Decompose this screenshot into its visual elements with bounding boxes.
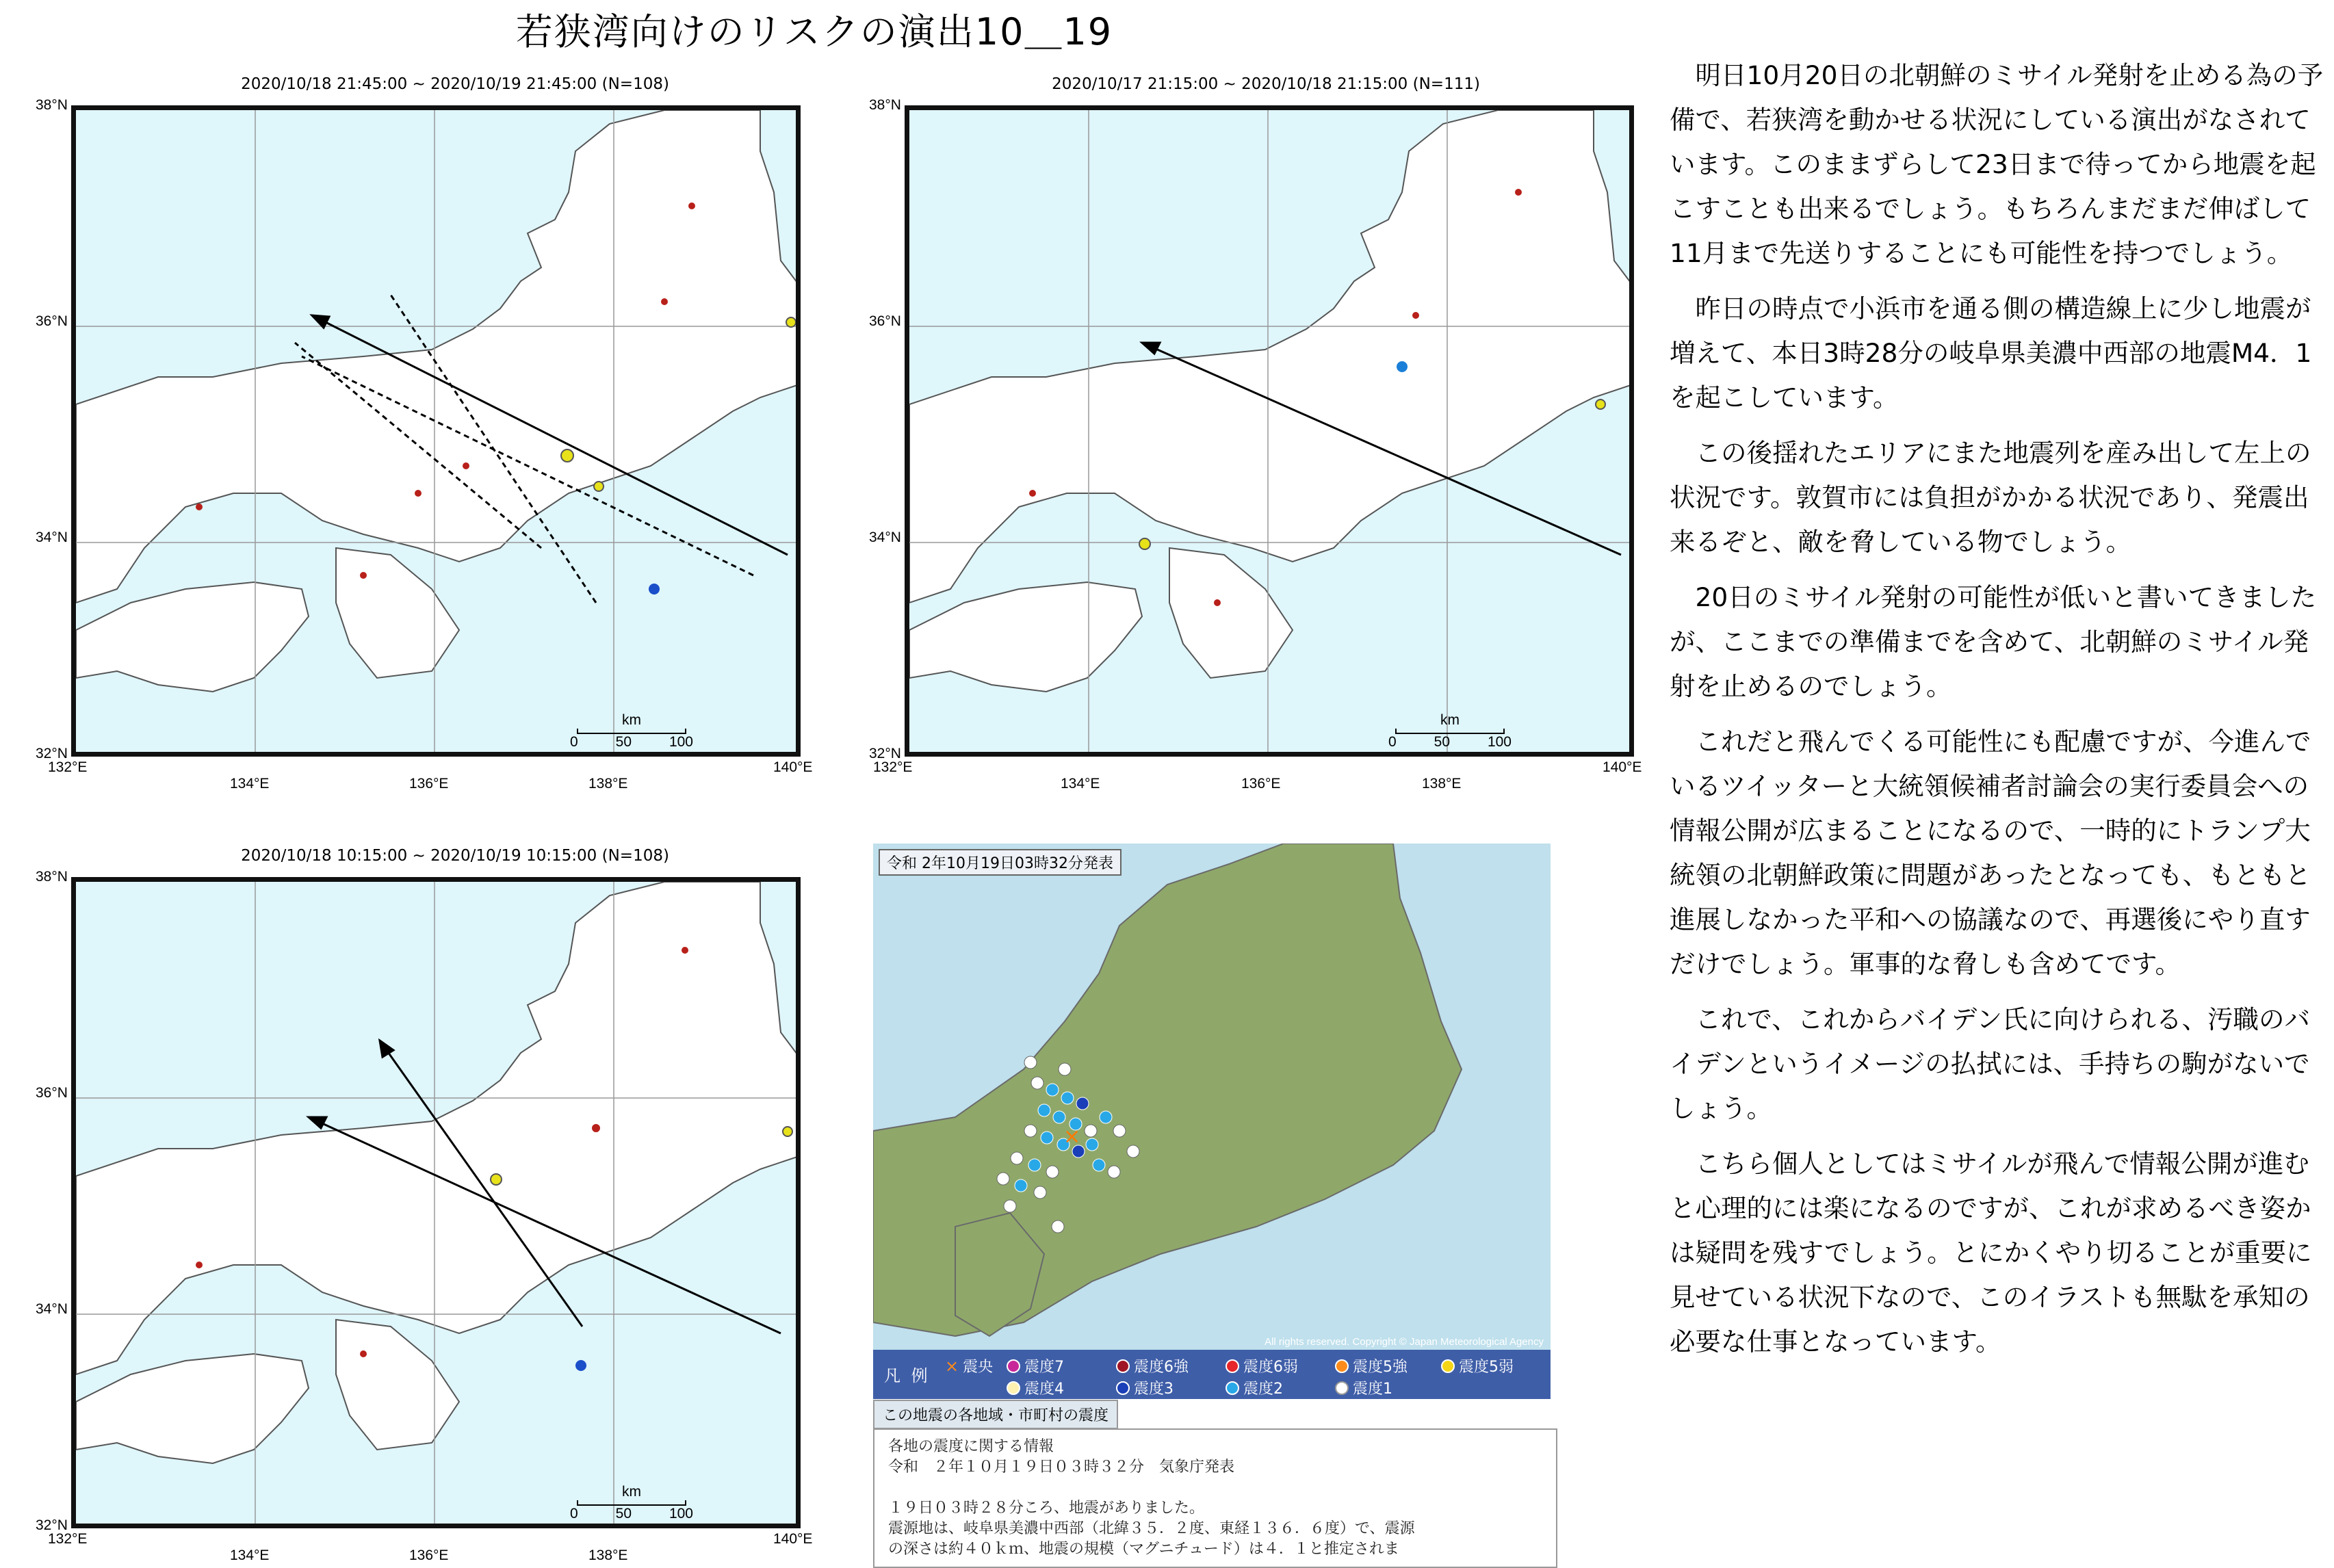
lat-label: 38°N [36, 869, 68, 885]
quake-dot [1515, 189, 1522, 196]
jma-header: 令和 2年10月19日03時32分発表 [879, 849, 1121, 876]
info-line: 令和 ２年１０月１９日０３時３２分 気象庁発表 [888, 1459, 1235, 1476]
quake-dot [1397, 361, 1408, 372]
shikoku [909, 582, 1142, 692]
lat-label: 32°N [869, 746, 901, 761]
kii-peninsula [336, 548, 459, 678]
lat-label: 32°N [36, 746, 68, 761]
intensity-dot-icon [1441, 1359, 1455, 1373]
info-line: 震源地は、岐阜県美濃中西部（北緯３５．２度、東経１３６．６度）で、震源 [888, 1520, 1415, 1537]
quake-dot [415, 490, 422, 497]
map-canvas [76, 110, 801, 757]
article-paragraph: 20日のミサイル発射の可能性が低いと書いてきましたが、ここまでの準備までを含めて、北朝鮮のミサイル発射を止めるのでしょう。 [1670, 582, 2317, 701]
epicenter-icon: × [945, 1356, 959, 1376]
quake-dot [786, 317, 796, 327]
intensity-dot-icon [1007, 1381, 1020, 1395]
info-line: １９日０３時２８分ころ、地震がありました。 [888, 1500, 1205, 1517]
lat-label: 36°N [36, 1085, 68, 1101]
quake-dot [1214, 599, 1221, 606]
scale-unit: km [622, 1484, 641, 1500]
lon-label: 138°E [588, 1547, 628, 1563]
scale-tick: 50 [615, 1506, 632, 1521]
quake-dot [575, 1360, 586, 1371]
lon-label: 132°E [873, 759, 913, 775]
legend-item [1116, 1377, 1174, 1398]
lon-label: 138°E [1422, 776, 1462, 792]
lat-label: 34°N [36, 530, 68, 545]
quake-dot [491, 1174, 502, 1185]
legend-item [1226, 1377, 1283, 1398]
scale-line [577, 729, 686, 734]
map-title: 2020/10/18 21:45:00 ~ 2020/10/19 21:45:00 (N=108) [241, 75, 669, 93]
legend-label: 震度4 [1024, 1381, 1064, 1398]
quake-dot [661, 298, 668, 305]
intensity-dot-icon [1226, 1359, 1239, 1373]
lat-label: 38°N [36, 97, 68, 113]
epicenter-marker: × [1063, 1125, 1081, 1149]
legend-item [1007, 1377, 1064, 1398]
seismic-map-1 [0, 68, 842, 794]
legend-label: 震度1 [1353, 1381, 1392, 1398]
scale-tick: 100 [1487, 734, 1512, 750]
intensity-dot-icon [1116, 1381, 1130, 1395]
article-paragraph: この後揺れたエリアにまた地震列を産み出して左上の状況です。敦賀市には負担がかかる状況であり、発震出来るぞと、敵を脅している物でしょう。 [1670, 438, 2311, 557]
lon-label: 132°E [48, 759, 88, 775]
article-body [1670, 53, 2326, 1375]
legend-title: 凡 例 [884, 1366, 931, 1385]
quake-dot [592, 1124, 600, 1132]
scale-unit: km [1440, 712, 1460, 728]
jma-map-canvas [873, 844, 1551, 1350]
article-paragraph: これで、これからバイデン氏に向けられる、汚職のバイデンというイメージの払拭には、手持ちの駒がないでしょう。 [1670, 1004, 2310, 1123]
legend-label: 震央 [963, 1359, 994, 1376]
quake-dot [1596, 400, 1605, 409]
legend-item-epicenter [945, 1355, 993, 1376]
lon-label: 132°E [48, 1531, 88, 1547]
lon-label: 134°E [1061, 776, 1100, 792]
kii-peninsula [1169, 548, 1293, 678]
quake-dot [463, 462, 469, 469]
intensity-dot-icon [1007, 1359, 1020, 1373]
map-frame [71, 105, 801, 757]
lon-label: 136°E [409, 776, 449, 792]
jma-credit: All rights reserved. Copyright © Japan Meteorological Agency [1265, 1336, 1544, 1348]
intensity-dot-icon [1335, 1359, 1349, 1373]
info-line: 各地の震度に関する情報 [888, 1438, 1054, 1455]
lon-label: 140°E [1603, 759, 1642, 775]
quake-dot [594, 482, 604, 491]
intensity-dot-icon [1226, 1381, 1239, 1395]
scale-line [1395, 729, 1505, 734]
quake-dot [1029, 490, 1036, 497]
quake-dot [1139, 538, 1150, 549]
map-canvas [76, 882, 801, 1528]
quake-dot [196, 1262, 203, 1268]
scale-tick: 0 [1388, 734, 1397, 750]
lat-label: 34°N [36, 1301, 68, 1317]
shikoku [76, 582, 309, 692]
legend-label: 震度5弱 [1459, 1359, 1514, 1376]
intensity-dot-icon [1335, 1381, 1349, 1395]
lon-label: 134°E [230, 776, 270, 792]
quake-dot [360, 572, 367, 579]
scale-bar [1388, 712, 1512, 750]
kii-peninsula [336, 1320, 459, 1450]
lon-label: 138°E [588, 776, 628, 792]
lon-label: 140°E [773, 759, 813, 775]
scale-unit: km [622, 712, 641, 728]
lat-label: 34°N [869, 530, 901, 545]
lat-label: 36°N [36, 313, 68, 329]
legend-label: 震度5強 [1353, 1359, 1408, 1376]
legend-item [1335, 1355, 1408, 1376]
scale-tick: 50 [1434, 734, 1450, 750]
land-mass [76, 882, 801, 1374]
legend-item [1335, 1377, 1392, 1398]
map-frame [71, 877, 801, 1528]
lat-label: 36°N [869, 313, 901, 329]
jma-region-tab[interactable]: この地震の各地域・市町村の震度 [873, 1400, 1118, 1429]
seismic-map-2 [842, 68, 1649, 794]
legend-item [1441, 1355, 1514, 1376]
quake-dot [360, 1350, 367, 1357]
article-paragraph: 昨日の時点で小浜市を通る側の構造線上に少し地震が増えて、本日3時28分の岐阜県美濃中西部の地震M4．1を起こしています。 [1670, 293, 2312, 413]
scale-tick: 50 [615, 734, 632, 750]
shikoku [76, 1354, 309, 1463]
map-frame [905, 105, 1634, 757]
legend-label: 震度7 [1024, 1359, 1064, 1376]
quake-dot [688, 202, 695, 209]
scale-tick: 100 [669, 1506, 693, 1521]
legend-item [1007, 1355, 1064, 1376]
quake-dot [196, 504, 203, 510]
lon-label: 136°E [409, 1547, 449, 1563]
map-canvas [909, 110, 1634, 757]
legend-label: 震度6弱 [1243, 1359, 1298, 1376]
scale-tick: 100 [669, 734, 693, 750]
quake-dot [682, 947, 688, 954]
land-mass [909, 110, 1634, 603]
seismic-map-3 [0, 840, 842, 1568]
land-mass [76, 110, 801, 603]
quake-dot [649, 584, 660, 594]
lon-label: 136°E [1241, 776, 1281, 792]
lat-label: 38°N [869, 97, 901, 113]
legend-item [1226, 1355, 1298, 1376]
article-paragraph: これだと飛んでくる可能性にも配慮ですが、今進んでいるツイッターと大統領候補者討論会の実行委員会への情報公開が広まることになるので、一時的にトランプ大統領の北朝鮮政策に問題があったとなっても、もともと進展しなかった平和への協議なので、再選後にやり直すだけでしょう。軍事的な脅しも含めてです。 [1670, 727, 2311, 979]
quake-dot [561, 449, 573, 462]
info-line: の深さは約４０ｋｍ、地震の規模（マグニチュード）は４．１と推定されま [888, 1541, 1399, 1558]
scale-tick: 0 [570, 1506, 578, 1521]
legend-item [1116, 1355, 1189, 1376]
info-line [888, 1478, 1542, 1498]
legend-label: 震度3 [1134, 1381, 1174, 1398]
legend-label: 震度2 [1243, 1381, 1283, 1398]
jma-info-panel [873, 1428, 1557, 1568]
map-title: 2020/10/18 10:15:00 ~ 2020/10/19 10:15:00 (N=108) [241, 847, 669, 865]
lon-label: 140°E [773, 1531, 813, 1547]
quake-dot [1412, 312, 1419, 319]
jma-intensity-map [873, 844, 1551, 1399]
scale-tick: 0 [570, 734, 578, 750]
lat-label: 32°N [36, 1517, 68, 1533]
scale-bar [570, 1484, 693, 1522]
article-paragraph: こちら個人としてはミサイルが飛んで情報公開が進むと心理的には楽になるのですが、これが求めるべき姿かは疑問を残すでしょう。とにかくやり切ることが重要に見せている状況下なので、このイラストも無駄を承知の必要な仕事となっています。 [1670, 1149, 2312, 1357]
scale-line [577, 1500, 686, 1506]
legend-label: 震度6強 [1134, 1359, 1189, 1376]
map-title: 2020/10/17 21:15:00 ~ 2020/10/18 21:15:00 (N=111) [1052, 75, 1480, 93]
scale-bar [570, 712, 693, 750]
intensity-dot-icon [1116, 1359, 1130, 1373]
quake-dot [783, 1127, 792, 1136]
jma-legend [873, 1350, 1551, 1399]
page-title: 若狭湾向けのリスクの演出10＿19 [515, 10, 1113, 53]
lon-label: 134°E [230, 1547, 270, 1563]
article-paragraph: 明日10月20日の北朝鮮のミサイル発射を止める為の予備で、若狭湾を動かせる状況にしている演出がなされています。このままずらして23日まで待ってから地震を起こすことも出来るでしょう。もちろんまだまだ伸ばして11月まで先送りすることにも可能性を持つでしょう。 [1670, 60, 2324, 268]
